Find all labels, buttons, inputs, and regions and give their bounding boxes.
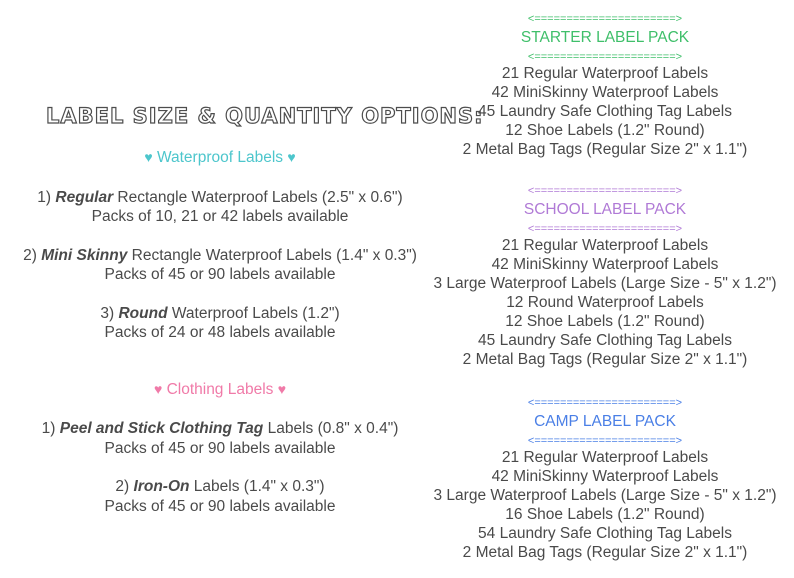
pack-item: 21 Regular Waterproof Labels <box>501 65 709 82</box>
option-description <box>0 304 440 324</box>
heart-icon: ♥ <box>277 380 287 397</box>
option-description <box>0 246 440 266</box>
clothing-options-list <box>0 419 440 516</box>
option-number: 1) <box>41 420 56 437</box>
divider-arrow: <======================> <box>527 435 683 447</box>
option-size: Rectangle Waterproof Labels (2.5" x 0.6") <box>113 188 403 206</box>
option-packs: Packs of 10, 21 or 42 labels available <box>91 208 349 225</box>
pack-item: 45 Laundry Safe Clothing Tag Labels <box>478 103 732 120</box>
label-option <box>0 246 440 285</box>
pack-item: 2 Metal Bag Tags (Regular Size 2" x 1.1") <box>462 544 748 561</box>
waterproof-title-text: Waterproof Labels <box>156 149 284 166</box>
divider-arrow: <======================> <box>527 223 683 235</box>
pack-item: 16 Shoe Labels (1.2" Round) <box>505 506 705 523</box>
label-option <box>0 477 440 516</box>
divider-arrow: <======================> <box>527 51 683 63</box>
option-type: Round <box>118 304 168 322</box>
pack-item: 21 Regular Waterproof Labels <box>501 449 709 466</box>
divider-arrow: <======================> <box>527 397 683 409</box>
school-pack-items <box>420 236 790 369</box>
camp-pack-title: CAMP LABEL PACK <box>534 413 676 430</box>
option-size: Rectangle Waterproof Labels (1.4" x 0.3") <box>127 246 417 264</box>
heart-icon: ♥ <box>287 149 296 165</box>
starter-pack <box>420 12 790 159</box>
label-option <box>0 188 440 227</box>
pack-item: 12 Shoe Labels (1.2" Round) <box>505 313 705 330</box>
option-description <box>0 188 440 208</box>
pack-item: 42 MiniSkinny Waterproof Labels <box>491 256 719 273</box>
pack-item: 42 MiniSkinny Waterproof Labels <box>491 84 719 101</box>
pack-item: 3 Large Waterproof Labels (Large Size - 5" x 1.2") <box>433 275 777 292</box>
option-description <box>0 419 440 439</box>
school-pack <box>420 184 790 369</box>
school-pack-title: SCHOOL LABEL PACK <box>523 201 687 218</box>
option-packs: Packs of 45 or 90 labels available <box>104 439 336 457</box>
option-packs: Packs of 45 or 90 labels available <box>104 497 336 515</box>
pack-item: 2 Metal Bag Tags (Regular Size 2" x 1.1") <box>462 351 748 368</box>
pack-item: 12 Shoe Labels (1.2" Round) <box>505 122 705 139</box>
option-packs: Packs of 24 or 48 labels available <box>104 324 336 341</box>
divider-arrow: <======================> <box>527 13 683 25</box>
starter-pack-items <box>420 64 790 159</box>
option-size: Labels (1.4" x 0.3") <box>189 478 325 495</box>
pack-item: 2 Metal Bag Tags (Regular Size 2" x 1.1") <box>462 141 748 158</box>
pack-item: 3 Large Waterproof Labels (Large Size - 5" x 1.2") <box>433 487 777 504</box>
option-type: Iron-On <box>133 478 190 495</box>
heart-icon: ♥ <box>144 149 153 165</box>
option-number: 3) <box>100 304 115 322</box>
starter-pack-title: STARTER LABEL PACK <box>520 29 690 46</box>
clothing-title-text: Clothing Labels <box>166 380 274 398</box>
pack-item: 45 Laundry Safe Clothing Tag Labels <box>478 332 732 349</box>
waterproof-section-title <box>0 148 440 168</box>
pack-item: 21 Regular Waterproof Labels <box>501 237 709 254</box>
pack-item: 12 Round Waterproof Labels <box>506 294 704 311</box>
option-number: 2) <box>115 478 130 495</box>
label-option <box>0 304 440 343</box>
heart-icon: ♥ <box>153 380 163 397</box>
clothing-section-title <box>0 380 440 400</box>
pack-item: 54 Laundry Safe Clothing Tag Labels <box>478 525 732 542</box>
option-number: 1) <box>37 188 52 206</box>
option-packs: Packs of 45 or 90 labels available <box>104 266 336 283</box>
camp-pack-items <box>420 448 790 562</box>
option-type: Regular <box>55 188 114 206</box>
waterproof-options-list <box>0 188 440 343</box>
divider-arrow: <======================> <box>527 185 683 197</box>
option-type: Peel and Stick Clothing Tag <box>59 420 264 437</box>
camp-pack <box>420 396 790 562</box>
page-heading: LABEL SIZE & QUANTITY OPTIONS: <box>46 104 484 128</box>
label-option <box>0 419 440 458</box>
option-type: Mini Skinny <box>41 246 128 264</box>
option-size: Labels (0.8" x 0.4") <box>263 420 399 437</box>
option-number: 2) <box>23 246 37 264</box>
option-size: Waterproof Labels (1.2") <box>167 304 340 322</box>
option-description <box>0 477 440 497</box>
pack-item: 42 MiniSkinny Waterproof Labels <box>491 468 719 485</box>
label-options-column <box>0 148 440 535</box>
